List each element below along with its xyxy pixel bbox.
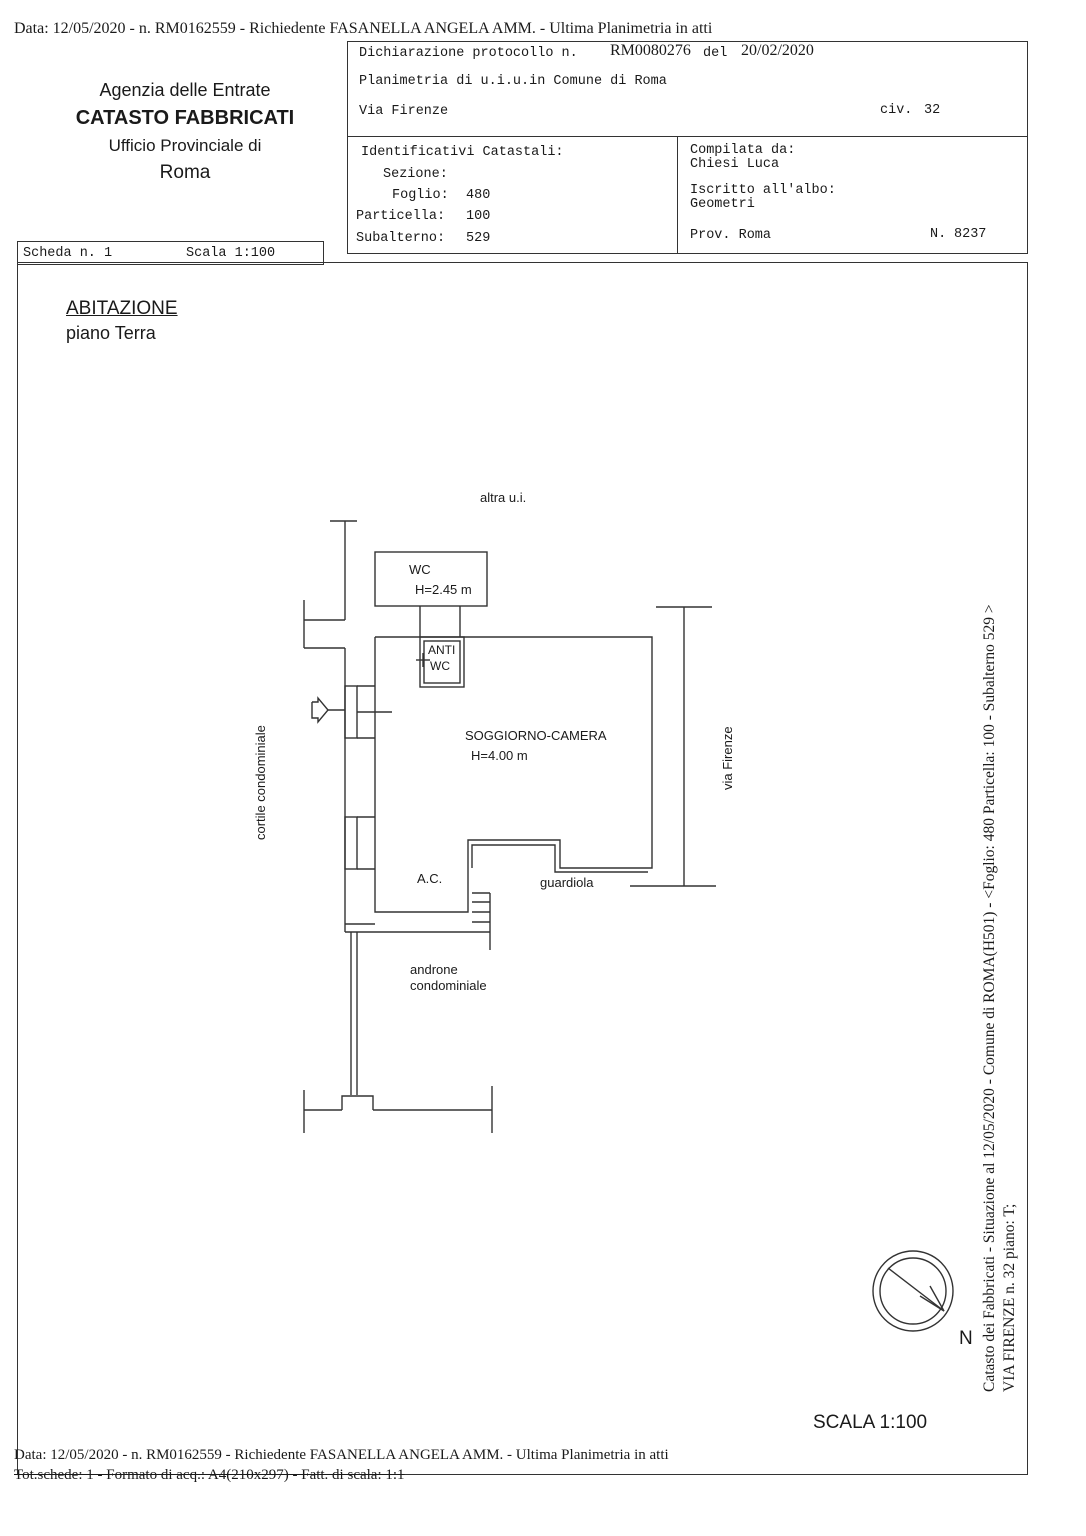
side-text-line-1: Catasto dei Fabbricati - Situazione al 12/05/2020 - Comune di ROMA(H501) - <Foglio: 480 Particella: 100 - Subalterno 529 > — [981, 604, 998, 1392]
label-soggiorno: SOGGIORNO-CAMERA — [465, 728, 607, 743]
header-top-line: Data: 12/05/2020 - n. RM0162559 - Richiedente FASANELLA ANGELA AMM. - Ultima Planimetria in atti — [14, 20, 713, 37]
iscritto-label: Iscritto all'albo: — [690, 183, 836, 198]
label-anti-wc: WC — [430, 659, 450, 673]
subalterno-value: 529 — [466, 231, 491, 246]
protocol-del-label: del — [703, 46, 728, 61]
identificativi-title: Identificativi Catastali: — [361, 145, 564, 160]
protocol-number: RM0080276 — [610, 42, 691, 59]
foglio-label: Foglio: — [392, 188, 449, 203]
compilata-label: Compilata da: — [690, 143, 796, 158]
scale-label: SCALA 1:100 — [813, 1412, 928, 1433]
particella-label: Particella: — [356, 209, 446, 224]
agency-name: Agenzia delle Entrate — [99, 80, 271, 100]
label-cortile: cortile condominiale — [253, 725, 268, 840]
civ-label: civ. — [880, 103, 913, 118]
sezione-label: Sezione: — [383, 167, 448, 182]
protocol-label: Dichiarazione protocollo n. — [359, 46, 578, 61]
label-via-firenze: via Firenze — [720, 726, 735, 790]
label-soggiorno-height: H=4.00 m — [471, 748, 528, 763]
prov-value: Prov. Roma — [690, 228, 772, 243]
protocol-date: 20/02/2020 — [741, 42, 814, 59]
ufficio-label: Ufficio Provinciale di — [108, 136, 262, 155]
compilata-name: Chiesi Luca — [690, 157, 780, 172]
label-androne-1: androne — [410, 962, 458, 977]
label-guardiola: guardiola — [540, 875, 594, 890]
albo-n-value: 8237 — [954, 227, 987, 242]
foglio-value: 480 — [466, 188, 491, 203]
plan-title: ABITAZIONE — [66, 298, 178, 319]
via-line: Via Firenze — [359, 104, 449, 119]
scheda-number: Scheda n. 1 — [23, 246, 113, 261]
side-text-line-2: VIA FIRENZE n. 32 piano: T; — [1001, 1203, 1018, 1392]
planimetria-line: Planimetria di u.i.u.in Comune di Roma — [359, 74, 667, 89]
footer-line-2: Tot.schede: 1 - Formato di acq.: A4(210x297) - Fatt. di scala: 1:1 — [14, 1467, 405, 1483]
label-anti: ANTI — [428, 643, 456, 657]
scheda-scale: Scala 1:100 — [186, 246, 276, 261]
label-wc: WC — [409, 562, 431, 577]
ufficio-city: Roma — [159, 162, 211, 183]
label-androne-2: condominiale — [410, 978, 487, 993]
albo-value: Geometri — [690, 197, 755, 212]
subalterno-label: Subalterno: — [356, 231, 446, 246]
catasto-title: CATASTO FABBRICATI — [75, 107, 295, 129]
label-altra-ui: altra u.i. — [480, 490, 527, 505]
albo-n-label: N. — [930, 227, 947, 242]
label-ac: A.C. — [417, 871, 443, 886]
north-label: N — [959, 1328, 973, 1349]
particella-value: 100 — [466, 209, 491, 224]
civ-value: 32 — [924, 103, 941, 118]
label-wc-height: H=2.45 m — [415, 582, 472, 597]
footer-line-1: Data: 12/05/2020 - n. RM0162559 - Richiedente FASANELLA ANGELA AMM. - Ultima Planimetria in atti — [14, 1447, 669, 1463]
plan-subtitle: piano Terra — [66, 323, 156, 343]
